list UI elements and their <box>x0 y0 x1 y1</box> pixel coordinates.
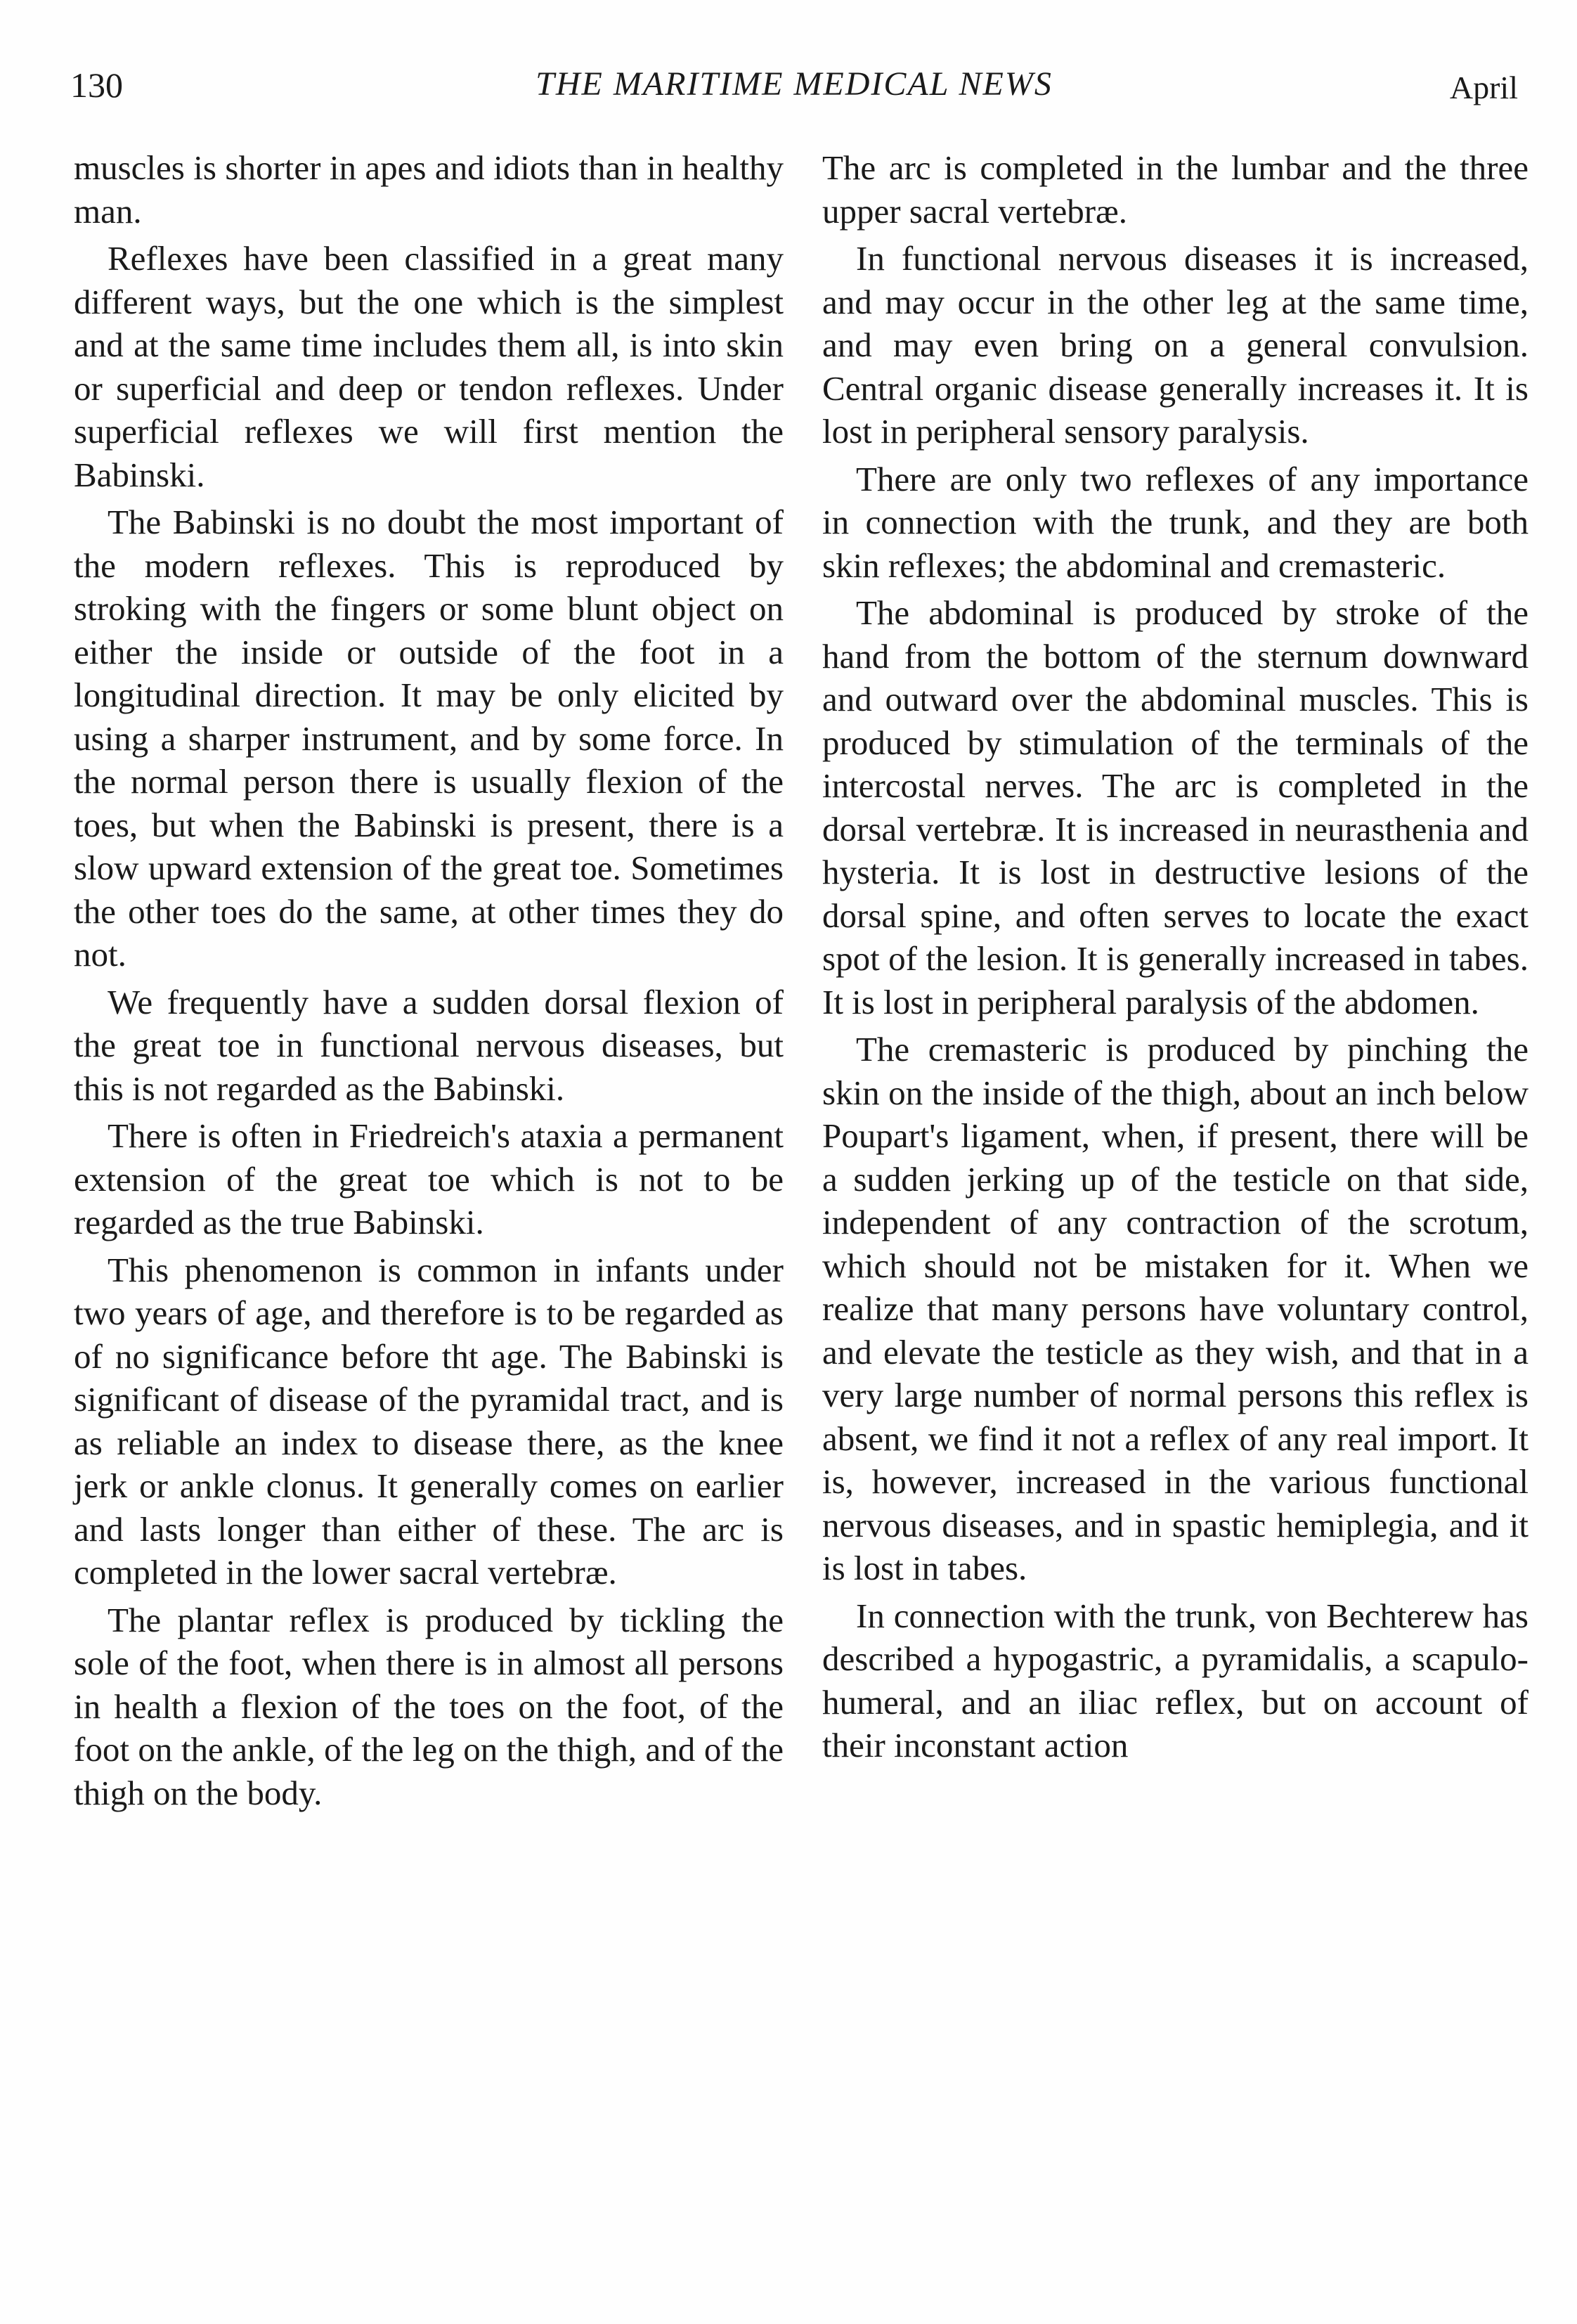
paragraph: There are only two reflexes of any importance in connection with the trunk, and they are both skin reflexes; the abdominal and cremasteric. <box>822 459 1529 585</box>
issue-month: April <box>1449 70 1518 105</box>
paragraph: In connection with the trunk, von Bechterew has described a hypogastric, a pyramidalis, a scapulo-humeral, and an iliac reflex, but on account of their inconstant action <box>822 1596 1529 1764</box>
paragraph: The abdominal is produced by stroke of the hand from the bottom of the sternum downward and outward over the abdominal muscles. This is produced by stimulation of the terminals of the intercostal nerves. The arc is completed in the dorsal vertebræ. It is increased in neurasthenia and hysteria. It is lost in destructive lesions of the dorsal spine, and often serves to locate the exact spot of the lesion. It is generally increased in tabes. It is lost in peripheral paralysis of the abdomen. <box>822 593 1529 1021</box>
paragraph: The plantar reflex is produced by tickling the sole of the foot, when there is in almost all persons in health a flexion of the toes on the foot, of the foot on the ankle, of the leg on the thigh, and of the thigh on the body. <box>74 1600 784 1812</box>
paragraph: In functional nervous diseases it is increased, and may occur in the other leg at the same time, and may even bring on a general convulsion. Central organic disease generally increases it. It is lost in peripheral sensory paralysis. <box>822 239 1529 451</box>
paragraph: muscles is shorter in apes and idiots than in healthy man. <box>74 148 784 231</box>
paragraph: Reflexes have been classified in a great many different ways, but the one which is the simplest and at the same time includes them all, is into skin or superficial and deep or tendon reflexes. Under superficial reflexes we will first mention the Babinski. <box>74 239 784 494</box>
paragraph: We frequently have a sudden dorsal flexion of the great toe in functional nervous diseases, but this is not regarded as the Babinski. <box>74 982 784 1108</box>
paragraph: There is often in Friedreich's ataxia a permanent extension of the great toe which is not to be regarded as the true Babinski. <box>74 1116 784 1241</box>
paragraph: The arc is completed in the lumbar and the three upper sacral vertebræ. <box>822 148 1529 231</box>
page-number: 130 <box>70 65 123 105</box>
page-header <box>70 65 1518 114</box>
paragraph: The Babinski is no doubt the most important of the modern reflexes. This is reproduced by stroking with the fingers or some blunt object on either the inside or outside of the foot in a longitudinal direction. It may be only elicited by using a sharper instrument, and by some force. In the normal person there is usually flexion of the toes, but when the Babinski is present, there is a slow upward extension of the great toe. Sometimes the other toes do the same, at other times they do not. <box>74 503 784 974</box>
left-column <box>74 146 784 1819</box>
right-column <box>822 146 1529 1771</box>
paragraph: This phenomenon is common in infants under two years of age, and therefore is to be regarded as of no significance before tht age. The Babinski is significant of disease of the pyramidal tract, and is as reliable an index to disease there, as the knee jerk or ankle clonus. It generally comes on earlier and lasts longer than either of these. The arc is completed in the lower sacral vertebræ. <box>74 1250 784 1592</box>
paragraph: The cremasteric is produced by pinching the skin on the inside of the thigh, about an inch below Poupart's ligament, when, if present, there will be a sudden jerking up of the testicle on that side, independent of any contraction of the scrotum, which should not be mistaken for it. When we realize that many persons have voluntary control, and elevate the testicle as they wish, and that in a very large number of normal persons this reflex is absent, we find it not a reflex of any real import. It is, however, increased in the various functional nervous diseases, and in spastic hemiplegia, and it is lost in tabes. <box>822 1030 1529 1587</box>
journal-title: THE MARITIME MEDICAL NEWS <box>536 65 1053 103</box>
